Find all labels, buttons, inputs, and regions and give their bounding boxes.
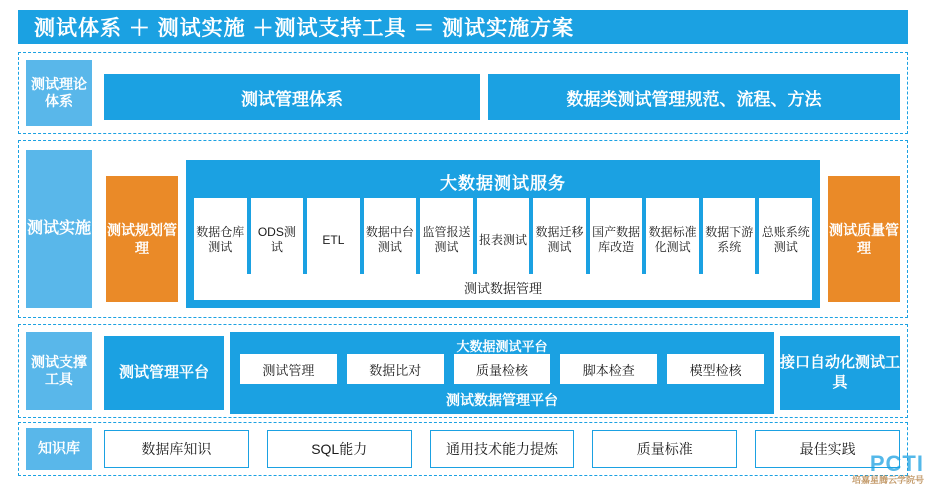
tools-center-title: 大数据测试平台 xyxy=(456,339,548,354)
tools-chip[interactable]: 数据比对 xyxy=(347,354,444,384)
page-title: 测试体系 ＋ 测试实施 ＋测试支持工具 ＝ 测试实施方案 xyxy=(34,17,575,40)
impl-center-title: 大数据测试服务 xyxy=(440,174,566,193)
impl-chip[interactable]: 数据中台测试 xyxy=(364,198,417,282)
impl-chip[interactable]: 总账系统测试 xyxy=(759,198,812,282)
knowledge-chip[interactable]: 通用技术能力提炼 xyxy=(430,430,575,468)
impl-center-panel xyxy=(186,160,820,308)
tools-right-box[interactable]: 接口自动化测试工具 xyxy=(780,336,900,410)
impl-left-box[interactable]: 测试规划管理 xyxy=(106,176,178,302)
impl-chip[interactable]: 数据下游系统 xyxy=(703,198,756,282)
impl-chip[interactable]: 报表测试 xyxy=(477,198,530,282)
impl-chip[interactable]: ETL xyxy=(307,198,360,282)
tools-chip[interactable]: 测试管理 xyxy=(240,354,337,384)
section-label-tools: 测试支撑工具 xyxy=(26,332,92,410)
theory-box-1[interactable]: 测试管理体系 xyxy=(104,74,480,120)
impl-chip[interactable]: 数据仓库测试 xyxy=(194,198,247,282)
tools-chip[interactable]: 模型检核 xyxy=(667,354,764,384)
tools-chip[interactable]: 质量检核 xyxy=(454,354,551,384)
tools-left-box[interactable]: 测试管理平台 xyxy=(104,336,224,410)
section-label-implementation: 测试实施 xyxy=(26,150,92,308)
impl-chip-row xyxy=(194,198,812,282)
impl-chip[interactable]: ODS测试 xyxy=(251,198,304,282)
tools-chip[interactable]: 脚本检查 xyxy=(560,354,657,384)
section-label-knowledge: 知识库 xyxy=(26,428,92,470)
diagram-title-bar xyxy=(18,10,908,44)
theory-box-2[interactable]: 数据类测试管理规范、流程、方法 xyxy=(488,74,900,120)
impl-right-box[interactable]: 测试质量管理 xyxy=(828,176,900,302)
section-label-theory: 测试理论体系 xyxy=(26,60,92,126)
watermark-mark: PCTI xyxy=(869,450,924,476)
watermark-sub: 培嘉星腾云学院号 xyxy=(851,475,924,486)
knowledge-chip[interactable]: 最佳实践 xyxy=(755,430,900,468)
impl-chip[interactable]: 监管报送测试 xyxy=(420,198,473,282)
knowledge-chip[interactable]: SQL能力 xyxy=(267,430,412,468)
impl-chip[interactable]: 数据标准化测试 xyxy=(646,198,699,282)
tools-bottom-title: 测试数据管理平台 xyxy=(446,392,558,408)
knowledge-chip-row xyxy=(104,430,900,468)
tools-center-panel xyxy=(230,332,774,414)
tools-chip-row xyxy=(240,354,764,384)
impl-bottom-bar[interactable]: 测试数据管理 xyxy=(194,274,812,300)
knowledge-chip[interactable]: 数据库知识 xyxy=(104,430,249,468)
knowledge-chip[interactable]: 质量标准 xyxy=(592,430,737,468)
impl-chip[interactable]: 国产数据库改造 xyxy=(590,198,643,282)
watermark xyxy=(852,452,924,486)
impl-chip[interactable]: 数据迁移测试 xyxy=(533,198,586,282)
